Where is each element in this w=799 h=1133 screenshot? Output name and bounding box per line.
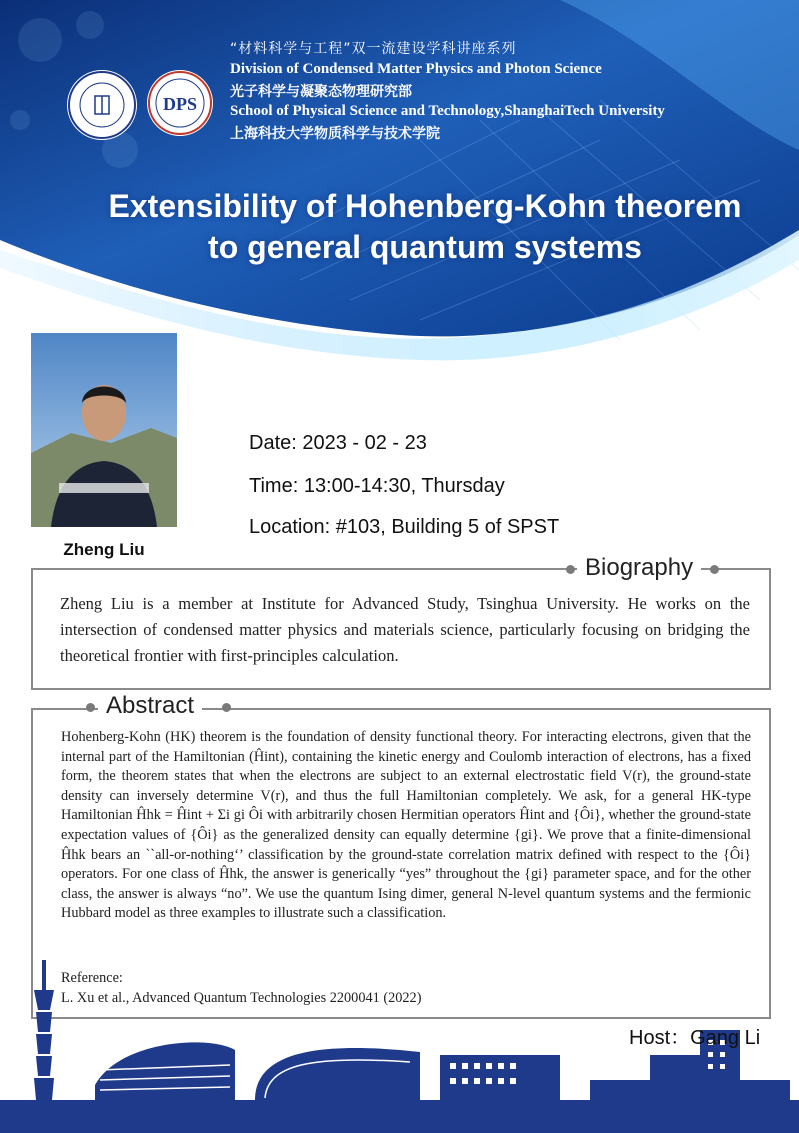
reference-label: Reference: (61, 970, 123, 986)
event-date: Date: 2023 - 02 - 23 (249, 432, 427, 454)
biography-heading-dot-left (566, 565, 575, 574)
abstract-heading-dot-left (86, 703, 95, 712)
biography-heading: Biography (577, 554, 701, 582)
dps-logo (147, 70, 213, 136)
talk-title-line2: to general quantum systems (208, 229, 642, 265)
school-name-en: School of Physical Science and Technology,ShanghaiTech University (230, 103, 665, 119)
host-name: Host：Gang Li (629, 1027, 761, 1049)
abstract-heading: Abstract (98, 692, 202, 720)
speaker-name: Zheng Liu (63, 540, 145, 559)
lecture-series: “材料科学与工程”双一流建设学科讲座系列 (230, 41, 517, 57)
division-name-cn: 光子科学与凝聚态物理研究部 (230, 84, 412, 100)
event-time: Time: 13:00-14:30, Thursday (249, 475, 505, 497)
speaker-photo (31, 333, 177, 527)
reference-text: L. Xu et al., Advanced Quantum Technologies 2200041 (2022) (61, 990, 422, 1006)
biography-text: Zheng Liu is a member at Institute for Advanced Study, Tsinghua University. He works on the intersection of condensed matter physics and materials science, particularly focusing on bridging the theoretical frontier with first-principles calculation. (60, 594, 750, 665)
school-name-cn: 上海科技大学物质科学与技术学院 (230, 126, 440, 142)
biography-heading-dot-right (710, 565, 719, 574)
abstract-text: Hohenberg-Kohn (HK) theorem is the foundation of density functional theory. For interacting electrons, given that the internal part of the Hamiltonian (Ĥint), containing the kinetic energy and Coulomb interaction of electrons, has a fixed form, the theorem states that when the electrons are subject to an external electrostatic field V(r), the ground-state density can inversely determine V(r), and thus the full Hamiltonian completely. We ask, for a general HK-type Hamiltonian Ĥhk = Ĥint + Σi gi Ôi with arbitrarily chosen Hermitian operators Ĥint and {Ôi}, whether the ground-state expectation values of {Ôi} as the generalized density can equally determine {gi}. We prove that a finite-dimensional Ĥhk bears an ``all-or-nothing‘’ classification by the ground-state correlation matrix defined with respect to the {Ôi} operators. For one class of Ĥhk, the answer is generically “yes” throughout the {gi} parameter space, and for the other class, the answer is always “no”. We use the quantum Ising dimer, general N-level quantum systems and the fermionic Hubbard model as three examples to illustrate such a classification. (61, 729, 751, 922)
event-location: Location: #103, Building 5 of SPST (249, 516, 560, 538)
shanghaitech-logo (67, 70, 137, 140)
talk-title-line1: Extensibility of Hohenberg-Kohn theorem (108, 188, 742, 224)
dps-logo-text: DPS (162, 94, 198, 114)
abstract-heading-dot-right (222, 703, 231, 712)
division-name-en: Division of Condensed Matter Physics and Photon Science (230, 61, 602, 77)
